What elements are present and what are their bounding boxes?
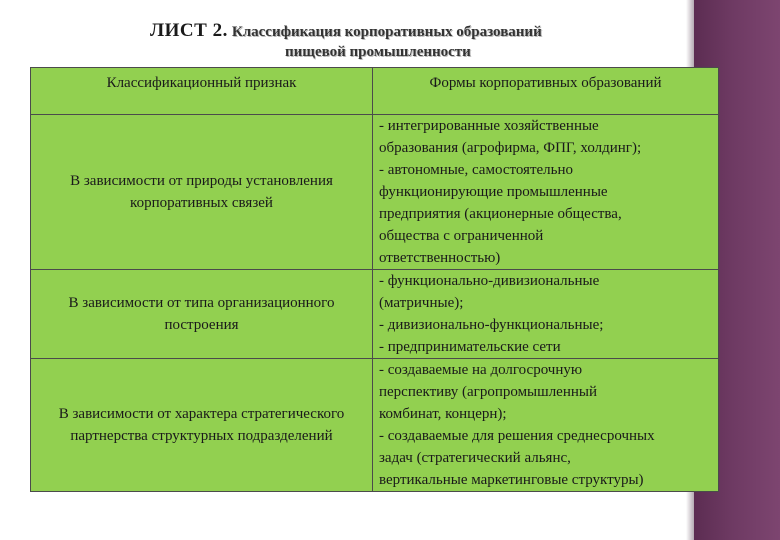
header-criterion: Классификационный признак — [31, 68, 373, 115]
title-line-1 — [150, 20, 650, 42]
slide-title — [150, 20, 650, 61]
table-header-row — [31, 68, 719, 115]
header-forms: Формы корпоративных образований — [373, 68, 719, 115]
list-item: образования (агрофирма, ФПГ, холдинг); — [379, 140, 642, 156]
list-item: вертикальные маркетинговые структуры) — [379, 472, 644, 488]
list-item: предприятия (акционерные общества, — [379, 206, 622, 222]
row-3-criterion: В зависимости от характера стратегического партнерства структурных подразделений — [31, 359, 373, 492]
list-item: перспективу (агропромышленный — [379, 384, 597, 400]
title-lead: ЛИСТ 2. — [150, 20, 228, 41]
row-2-forms — [373, 270, 719, 359]
classification-table — [30, 67, 719, 492]
list-item: (матричные); — [379, 295, 464, 311]
list-item: задач (стратегический альянс, — [379, 450, 571, 466]
list-item: - функционально-дивизиональные — [379, 273, 600, 289]
row-1-forms — [373, 115, 719, 270]
title-line-2: пищевой промышленности — [285, 44, 471, 60]
list-item: - дивизионально-функциональные; — [379, 317, 604, 333]
table-row — [31, 359, 719, 492]
list-item: функционирующие промышленные — [379, 184, 608, 200]
title-rest: Классификация корпоративных образований — [231, 24, 542, 40]
list-item: общества с ограниченной — [379, 228, 544, 244]
row-2-criterion: В зависимости от типа организационного построения — [31, 270, 373, 359]
row-3-forms — [373, 359, 719, 492]
table-row — [31, 115, 719, 270]
list-item: ответственностью) — [379, 250, 501, 266]
list-item: - создаваемые на долгосрочную — [379, 362, 583, 378]
list-item: - автономные, самостоятельно — [379, 162, 574, 178]
table-row — [31, 270, 719, 359]
row-1-criterion: В зависимости от природы установления корпоративных связей — [31, 115, 373, 270]
list-item: - предпринимательские сети — [379, 339, 561, 355]
list-item: - создаваемые для решения среднесрочных — [379, 428, 655, 444]
list-item: - интегрированные хозяйственные — [379, 118, 599, 134]
list-item: комбинат, концерн); — [379, 406, 507, 422]
